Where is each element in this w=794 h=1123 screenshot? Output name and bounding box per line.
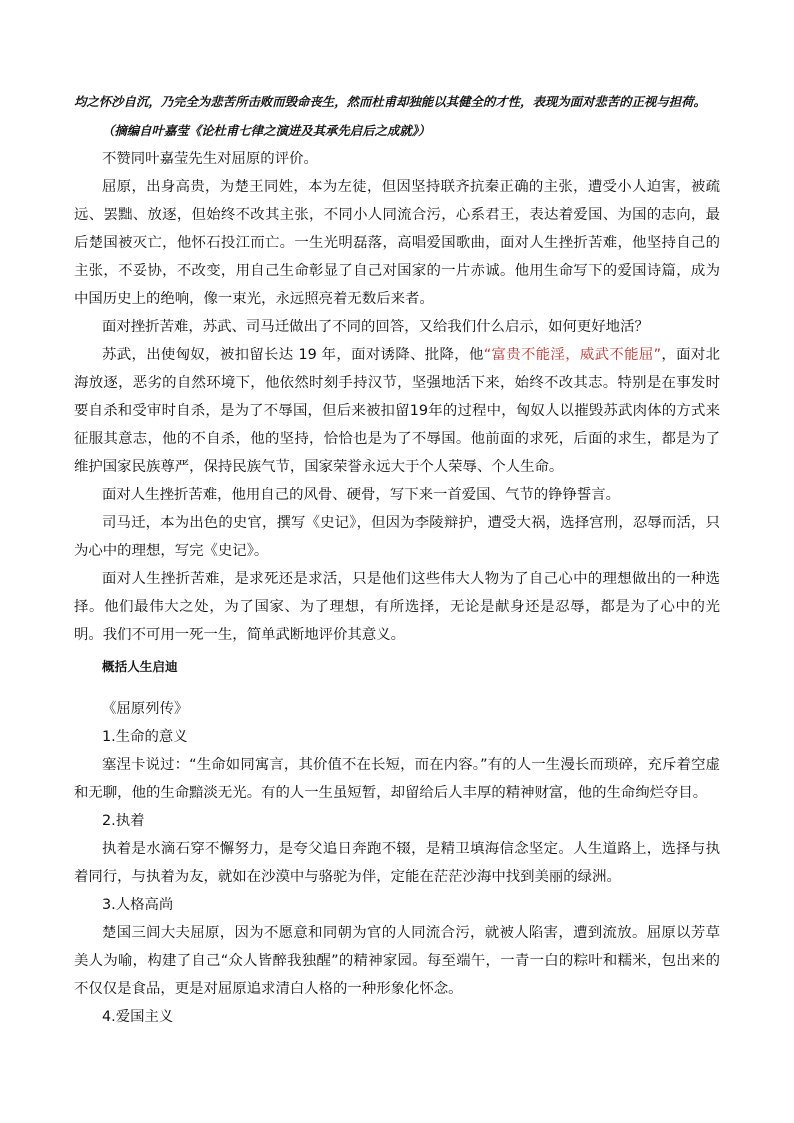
- essay-source-note: （摘编自叶嘉莹《论杜甫七律之演进及其承先启后之成就》）: [102, 123, 431, 138]
- essay-para-4: [74, 341, 720, 481]
- section-heading: 概括人生启迪: [102, 659, 178, 674]
- item-title-1: 1.生命的意义: [102, 729, 188, 745]
- essay-para-4-a: 苏武，出使匈奴，被扣留长达 19 年，面对诱降、批降，他: [102, 347, 484, 363]
- essay-para-7: 面对人生挫折苦难，是求死还是求活，只是他们这些伟大人物为了自己心中的理想做出的一种选择。他们最伟大之处，为了国家、为了理想，有所选择，无论是献身还是忍辱，都是为了心中的光明。我们不可用一死一生，简单武断地评价其意义。: [74, 571, 720, 643]
- essay-para-1: 不赞同叶嘉莹先生对屈原的评价。: [102, 151, 318, 167]
- book-title: 《屈原列传》: [102, 701, 189, 717]
- essay-para-4-quote: “富贵不能淫，威武不能屈”: [483, 347, 662, 363]
- item-body-3: 楚国三闾大夫屈原，因为不愿意和同朝为官的人同流合污，就被人陷害，遭到流放。屈原以芳草美人为喻，构建了自己“众人皆醉我独醒”的精神家园。每至端午，一青一白的粽叶和糯米，包出来的不仅仅是食品，更是对屈原追求清白人格的一种形象化怀念。: [74, 925, 720, 997]
- essay-para-5: 面对人生挫折苦难，他用自己的风骨、硬骨，写下来一首爱国、气节的铮铮誓言。: [102, 487, 621, 503]
- item-title-3: 3.人格高尚: [102, 897, 174, 913]
- item-body-2: 执着是水滴石穿不懈努力，是夸父追日奔跑不辍，是精卫填海信念坚定。人生道路上，选择与执着同行，与执着为友，就如在沙漠中与骆驼为伴，定能在茫茫沙海中找到美丽的绿洲。: [74, 841, 720, 885]
- essay-para-6: 司马迁，本为出色的史官，撰写《史记》，但因为李陵辩护，遭受大祸，选择宫刑，忍辱而活，只为心中的理想，写完《史记》。: [74, 515, 720, 559]
- item-title-2: 2.执着: [102, 813, 145, 829]
- essay-italic-excerpt: 均之怀沙自沉，乃完全为悲苦所击败而毁命丧生，然而杜甫却独能以其健全的才性，表现为面对悲苦的正视与担荷。: [74, 94, 706, 109]
- item-title-4: 4.爱国主义: [102, 1009, 174, 1025]
- item-body-1: 塞涅卡说过：“生命如同寓言，其价值不在长短，而在内容。”有的人一生漫长而琐碎，充斥着空虚和无聊，他的生命黯淡无光。有的人一生虽短暂，却留给后人丰厚的精神财富，他的生命绚烂夺目。: [74, 757, 720, 801]
- essay-para-3: 面对挫折苦难，苏武、司马迁做出了不同的回答，又给我们什么启示，如何更好地活？: [102, 319, 649, 335]
- essay-para-2: 屈原，出身高贵，为楚王同姓，本为左徒，但因坚持联齐抗秦正确的主张，遭受小人迫害，被疏远、罢黜、放逐，但始终不改其主张，不同小人同流合污，心系君王，表达着爱国、为国的志向，最后楚国被灭亡，他怀石投江而亡。一生光明磊落，高唱爱国歌曲，面对人生挫折苦难，他坚持自己的主张，不妥协，不改变，用自己生命彰显了自己对国家的一片赤诚。他用生命写下的爱国诗篇，成为中国历史上的绝响，像一束光，永远照亮着无数后来者。: [74, 179, 720, 307]
- essay-para-4-b: ，面对北海放逐，恶劣的自然环境下，他依然时刻手持汉节，坚强地活下来，始终不改其志。特别是在事发时要自杀和受审时自杀，是为了不辱国，但后来被扣留19年的过程中，匈奴人以摧毁苏武肉体的方式来征服其意志，他的不自杀，他的坚持，恰恰也是为了不辱国。他前面的求死，后面的求生，都是为了维护国家民族尊严，保持民族气节，国家荣誉永远大于个人荣辱、个人生命。: [74, 347, 720, 475]
